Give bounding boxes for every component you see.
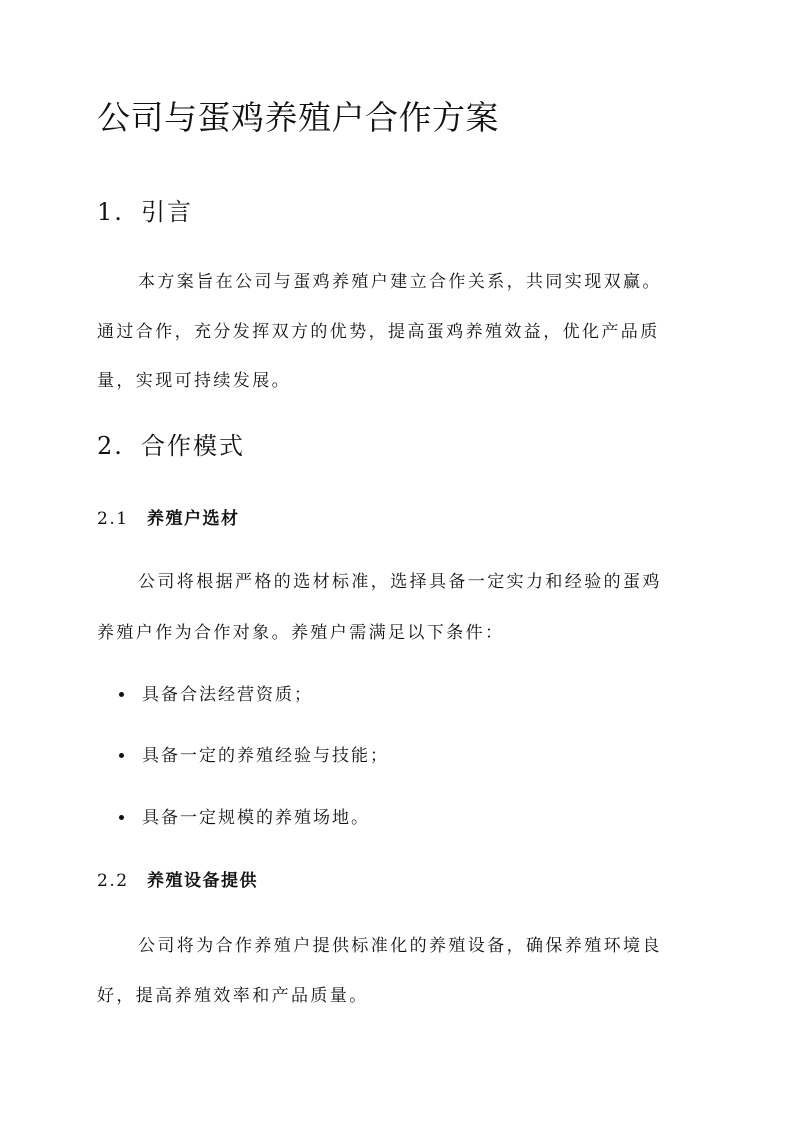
bullet-item-3-text: 具备一定规模的养殖场地。 [142, 808, 370, 828]
document-title: 公司与蛋鸡养殖户合作方案 [97, 98, 499, 137]
section-1-paragraph-line-3: 量，实现可持续发展。 [97, 371, 291, 391]
subsection-2-2-paragraph-line-1: 公司将为合作养殖户提供标准化的养殖设备，确保养殖环境良 [138, 936, 662, 956]
section-1-title: 引言 [141, 198, 193, 226]
bullet-item-2-text: 具备一定的养殖经验与技能； [142, 746, 389, 766]
subsection-2-2-paragraph-line-2: 好，提高养殖效率和产品质量。 [97, 986, 369, 1006]
bullet-item-1 [119, 683, 313, 707]
section-2-number: 2. [97, 432, 124, 460]
subsection-2-1-paragraph-line-2: 养殖户作为合作对象。养殖户需满足以下条件： [97, 623, 505, 643]
subsection-2-2-number: 2.2 [97, 871, 129, 891]
section-1-paragraph-line-1: 本方案旨在公司与蛋鸡养殖户建立合作关系，共同实现双赢。 [138, 272, 662, 292]
section-2-title: 合作模式 [141, 432, 245, 460]
section-1-paragraph-line-2: 通过合作，充分发挥双方的优势，提高蛋鸡养殖效益，优化产品质 [97, 322, 660, 342]
subsection-2-2-title: 养殖设备提供 [147, 871, 258, 891]
subsection-2-1-heading [97, 507, 240, 531]
section-2-heading [97, 430, 245, 462]
bullet-item-2 [119, 744, 389, 768]
bullet-item-1-text: 具备合法经营资质； [142, 685, 313, 705]
bullet-dot-icon [119, 815, 124, 820]
bullet-dot-icon [119, 692, 124, 697]
bullet-dot-icon [119, 753, 124, 758]
subsection-2-1-paragraph-line-1: 公司将根据严格的选材标准，选择具备一定实力和经验的蛋鸡 [138, 572, 662, 592]
subsection-2-2-heading [97, 869, 258, 893]
bullet-item-3 [119, 806, 370, 830]
section-1-number: 1. [97, 198, 124, 226]
subsection-2-1-title: 养殖户选材 [147, 509, 240, 529]
subsection-2-1-number: 2.1 [97, 509, 129, 529]
section-1-heading [97, 196, 193, 228]
